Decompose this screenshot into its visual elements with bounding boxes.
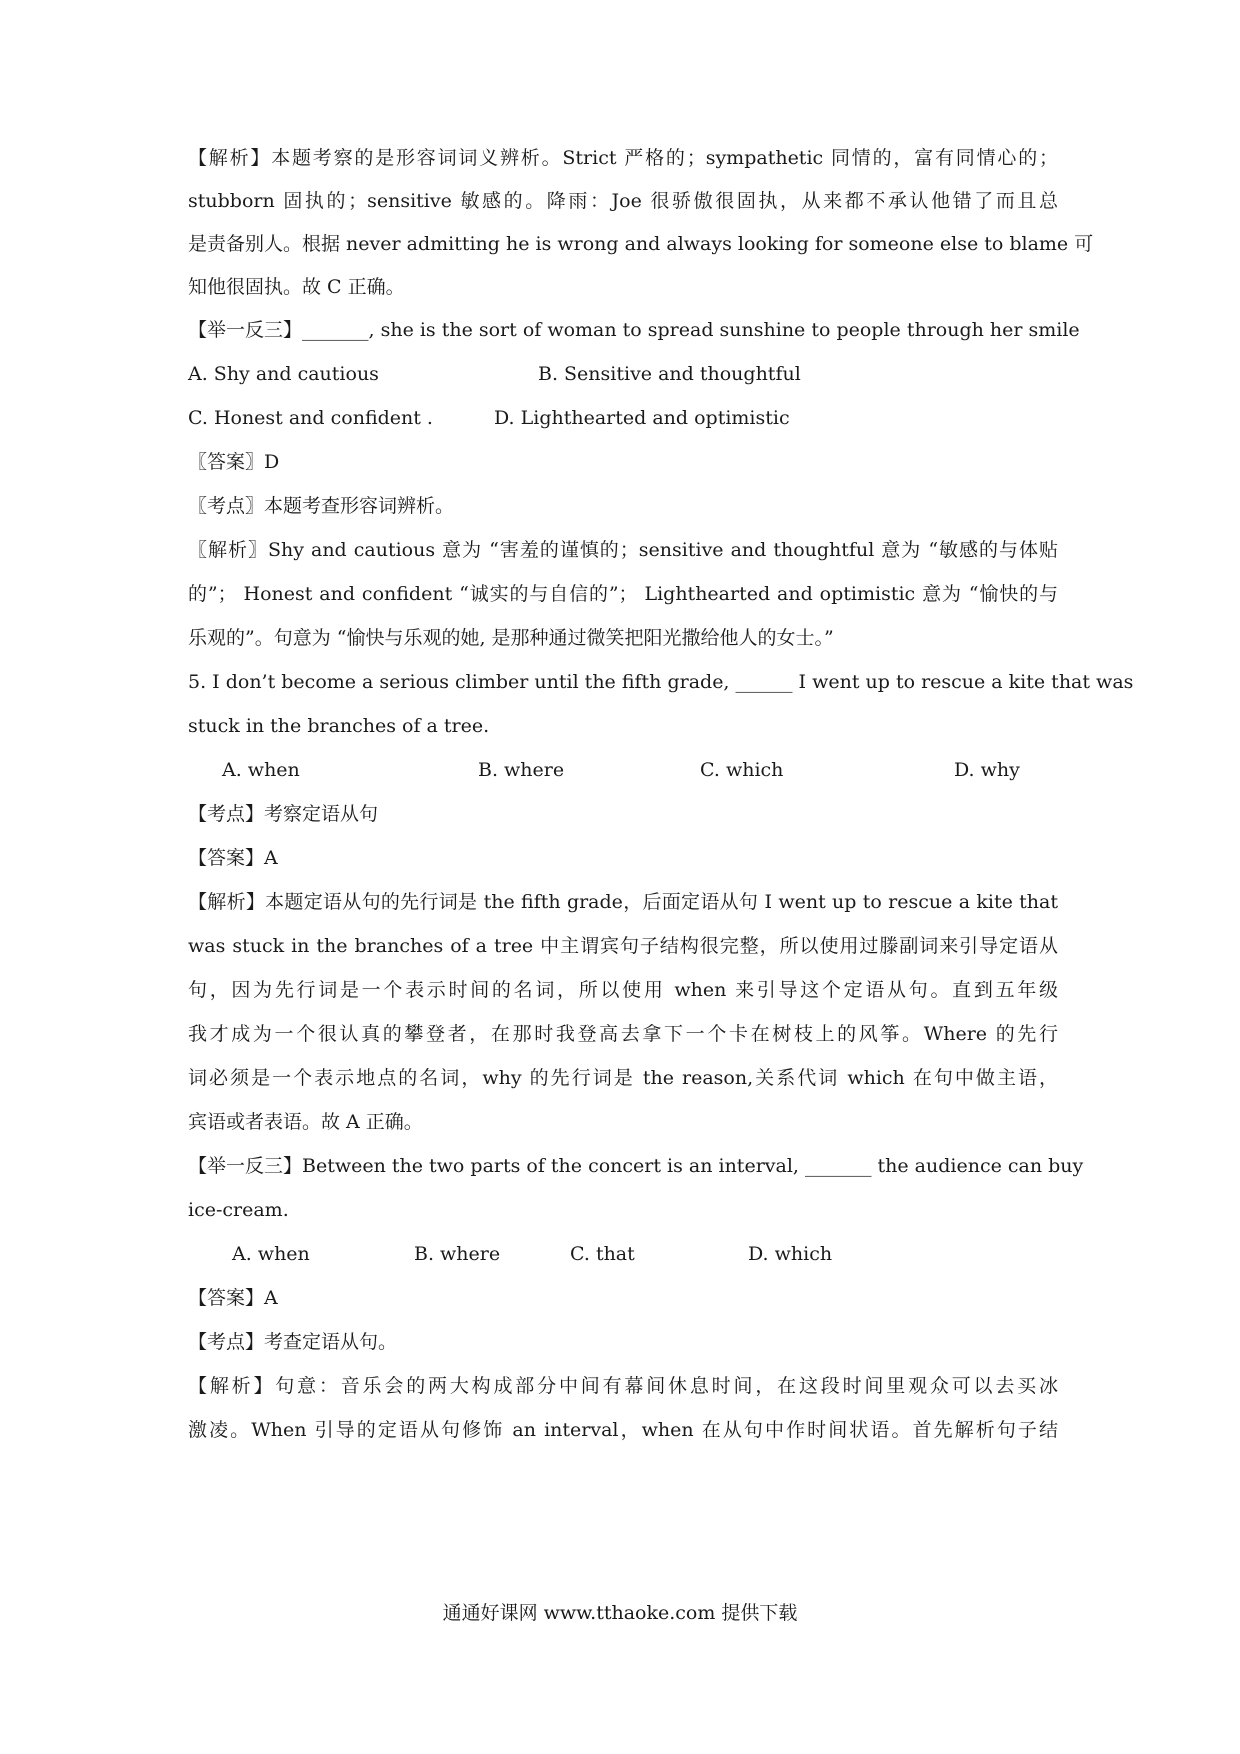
key-point-line: 【考点】考查定语从句。 [188, 1331, 398, 1353]
analysis-paragraph-line: 【解析】句意：音乐会的两大构成部分中间有幕间休息时间，在这段时间里观众可以去买冰 [188, 1375, 1058, 1397]
analysis-paragraph-line: 的”； Honest and confident “诚实的与自信的”； Lighthearted and optimistic 意为 “愉快的与 [188, 583, 1058, 605]
analysis-paragraph-line: was stuck in the branches of a tree 中主谓宾句子结构很完整，所以使用过滕副词来引导定语从 [188, 935, 1058, 957]
analysis-paragraph-line: stubborn 固执的；sensitive 敏感的。降雨：Joe 很骄傲很固执，从来都不承认他错了而且总 [188, 190, 1058, 212]
question-5-stem: stuck in the branches of a tree. [188, 715, 490, 737]
option-b: B. where [414, 1243, 501, 1265]
analysis-paragraph-line: 我才成为一个很认真的攀登者，在那时我登高去拿下一个卡在树枝上的风筝。Where 的先行 [188, 1023, 1058, 1045]
analysis-paragraph-line: 【解析】本题考察的是形容词词义辨析。Strict 严格的；sympathetic 同情的，富有同情心的； [188, 147, 1058, 169]
option-c: C. that [570, 1243, 635, 1265]
option-c: C. Honest and confident . [188, 407, 433, 429]
option-c: C. which [700, 759, 784, 781]
analysis-paragraph-line: 句，因为先行词是一个表示时间的名词，所以使用 when 来引导这个定语从句。直到五年级 [188, 979, 1058, 1001]
option-a: A. when [232, 1243, 310, 1265]
question-5-stem: 5. I don’t become a serious climber until the fifth grade, ______ I went up to rescue a kite that was [188, 671, 1134, 693]
option-d: D. why [954, 759, 1020, 781]
analysis-paragraph-line: 激凌。When 引导的定语从句修饰 an interval，when 在从句中作时间状语。首先解析句子结 [188, 1419, 1058, 1441]
option-b: B. Sensitive and thoughtful [538, 363, 801, 385]
option-a: A. when [222, 759, 300, 781]
analysis-paragraph-line: 宾语或者表语。故 A 正确。 [188, 1111, 423, 1133]
key-point-line: 〖考点〗本题考查形容词辨析。 [188, 495, 455, 517]
answer-line: 【答案】A [188, 847, 278, 869]
practice-question: ice-cream. [188, 1199, 289, 1221]
analysis-paragraph-line: 〖解析〗Shy and cautious 意为 “害羞的谨慎的；sensitive and thoughtful 意为 “敏感的与体贴 [188, 539, 1058, 561]
option-d: D. which [748, 1243, 833, 1265]
answer-line: 〖答案〗D [188, 451, 280, 473]
option-d: D. Lighthearted and optimistic [494, 407, 790, 429]
analysis-paragraph-line: 词必须是一个表示地点的名词，why 的先行词是 the reason,关系代词 which 在句中做主语， [188, 1067, 1058, 1089]
page-footer: 通通好课网 www.tthaoke.com 提供下载 [442, 1602, 798, 1624]
option-b: B. where [478, 759, 565, 781]
key-point-line: 【考点】考察定语从句 [188, 803, 379, 825]
analysis-paragraph-line: 知他很固执。故 C 正确。 [188, 276, 405, 298]
practice-question: 【举一反三】Between the two parts of the concert is an interval, _______ the audience can buy [188, 1155, 1084, 1177]
analysis-paragraph-line: 是责备别人。根据 never admitting he is wrong and always looking for someone else to blame 可 [188, 233, 1094, 255]
practice-question: 【举一反三】_______, she is the sort of woman to spread sunshine to people through her smile [188, 319, 1080, 341]
answer-line: 【答案】A [188, 1287, 278, 1309]
analysis-paragraph-line: 【解析】本题定语从句的先行词是 the fifth grade，后面定语从句 I went up to rescue a kite that [188, 891, 1058, 913]
analysis-paragraph-line: 乐观的”。句意为 “愉快与乐观的她, 是那种通过微笑把阳光撒给他人的女士。” [188, 627, 834, 649]
option-a: A. Shy and cautious [188, 363, 379, 385]
